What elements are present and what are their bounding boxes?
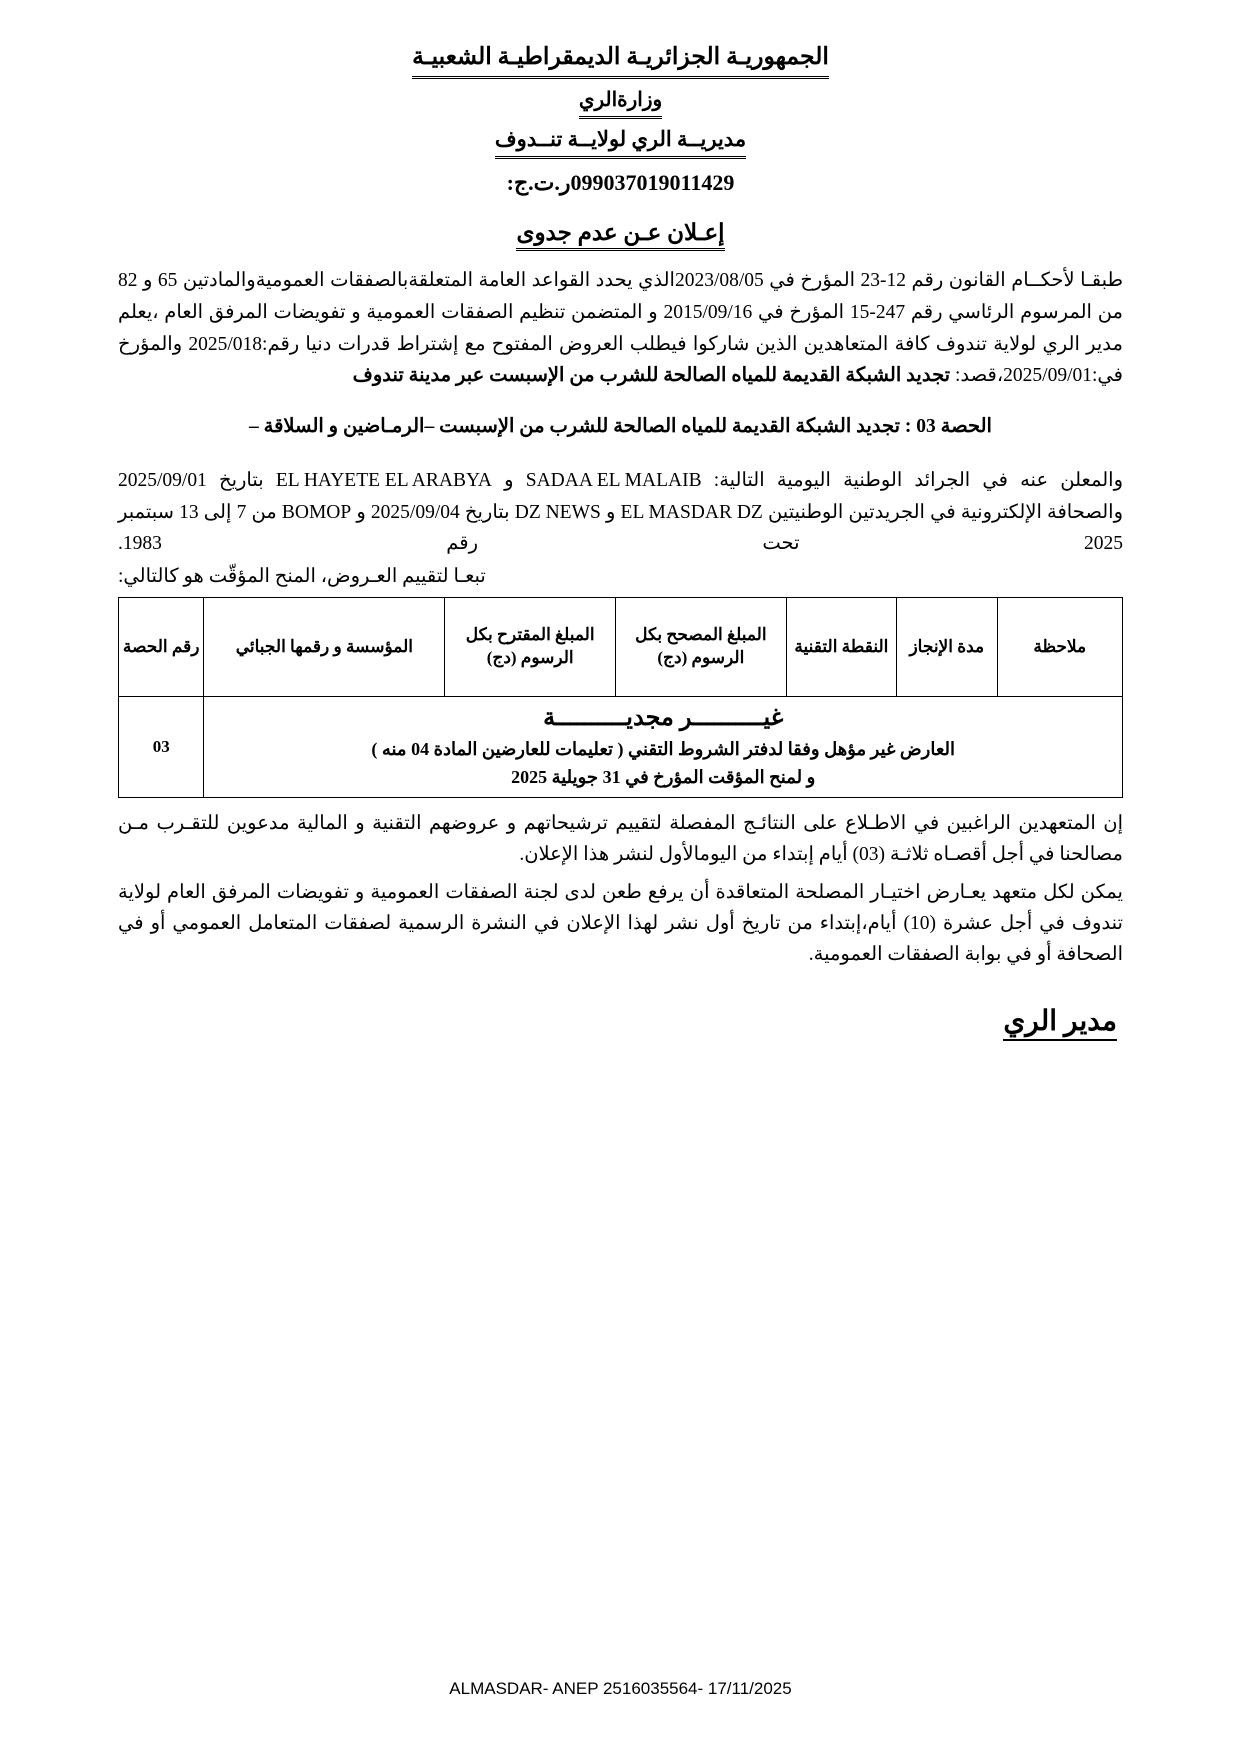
bulletin-bomop: BOMOP [281,501,352,523]
header-remark: ملاحظة [997,598,1123,697]
ministry-name: وزارةالري [579,86,662,119]
newspaper-el-hayete-el-arabya: EL HAYETE EL ARABYA [275,470,492,492]
closing-paragraph-1: إن المتعهدين الراغبين في الاطـلاع على النتائـج المفصلة لتقييم ترشيحاتهم و عروضهم التقنية و المالية مدعوين للتقـرب مـن مصالحنا في أجل أقصـاه ثلاثـة (03) أيام إبتداء من اليومالأول لنشر هذا الإعلان. [118,813,1123,866]
document-header [118,40,1123,198]
website-dz-news: DZ NEWS [514,501,601,523]
intro-text: طبقـا لأحكــام القانون رقم 12-23 المؤرخ في 2023/08/05الذي يحدد القواعد العامة المتعلقةبالصفقات العموميةوالمادتين 65 و 82 من المرسوم الرئاسي رقم 247-15 المؤرخ في 2015/09/16 و المتضمن تنظيم الصفقات العمومية و تفويضات المرفق العام ،يعلم مدير الري لولاية تندوف كافة المتعاهدين الذين شاركوا فيطلب العروض المفتوح مع إشتراط قدرات دنيا رقم:2025/018 والمؤرخ في:2025/09/01،قصد: [118,270,1123,387]
header-proposed-amount: المبلغ المقترح بكل الرسوم (دج) [445,598,616,697]
award-table [118,597,1123,798]
table-header-row [119,598,1123,697]
publication-end: من 7 إلى 13 سبتمبر 2025 تحت رقم 1983. [118,501,1123,555]
rejection-reason-line-2: و لمنح المؤقت المؤرخ في 31 جويلية 2025 [511,767,816,788]
header-corrected-amount: المبلغ المصحح بكل الرسوم (دج) [616,598,787,697]
closing-paragraph-2: يمكن لكل متعهد يعـارض اختيـار المصلحة المتعاقدة أن يرفع طعن لدى لجنة الصفقات العمومية و تفويضات المرفق العام لولاية تندوف في أجل عشرة (10) أيام،إبتداء من تاريخ أول نشر لهذا الإعلان في النشرة الرسمية لصفقات المتعامل العمومي أو في الصحافة أو في بوابة الصفقات العمومية. [118,881,1123,965]
header-organization: المؤسسة و رقمها الجبائي [204,598,445,697]
tender-subject: تجديد الشبكة القديمة للمياه الصالحة للشرب من الإسبست عبر مدينة تندوف [352,365,951,387]
intro-paragraph [118,265,1123,391]
header-duration: مدة الإنجاز [897,598,997,697]
rc-number: 099037019011429 [570,169,735,195]
newspaper-sadaa-el-malaib: SADAA EL MALAIB [525,470,702,492]
award-status-cell [204,697,1123,798]
signature-title: مدير الري [1003,1004,1117,1041]
evaluation-lead-in: تبعـا لتقييم العـروض، المنح المؤقّت هو كالتالي: [118,565,486,587]
country-name: الجمهوريـة الجزائريـة الديمقراطيـة الشعبيـة [412,40,829,79]
publication-mid-2: بتاريخ 2025/09/04 و [351,501,515,523]
page-title-text: إعـلان عـن عدم جدوى [516,220,724,251]
publication-mid-1: بتاريخ 2025/09/01 والصحافة الإلكترونية في الجريدتين الوطنيتين [118,470,1124,523]
signature-block [118,1004,1123,1041]
page-title [118,220,1123,251]
conjunction-2: و [600,501,621,523]
status-badge: غيــــــــــر مجديــــــــــة [543,705,784,732]
directorate-name: مديريــة الري لولايــة تنــدوف [495,124,746,158]
publication-intro: والمعلن عنه في الجرائد الوطنية اليومية التالية: [701,470,1123,492]
document-footer: ALMASDAR- ANEP 2516035564- 17/11/2025 [449,1679,792,1698]
header-technical-score: النقطة التقنية [786,598,896,697]
lot-heading: الحصة 03 : تجديد الشبكة القديمة للمياه الصالحة للشرب من الإسبست –الرمـاضين و السلاقة – [249,415,992,437]
registration-number-line [118,168,1123,199]
header-lot-number: رقم الحصة [119,598,204,697]
conjunction-1: و [491,470,526,492]
publication-paragraph [118,465,1123,560]
table-row [119,697,1123,798]
rejection-reason-line-1: العارض غير مؤهل وفقا لدفتر الشروط التقني ( تعليمات للعارضين المادة 04 منه ) [371,739,956,760]
rc-label: ر.ت.ج: [506,169,571,195]
website-el-masdar-dz: EL MASDAR DZ [620,501,763,523]
lot-number-cell: 03 [119,697,204,798]
